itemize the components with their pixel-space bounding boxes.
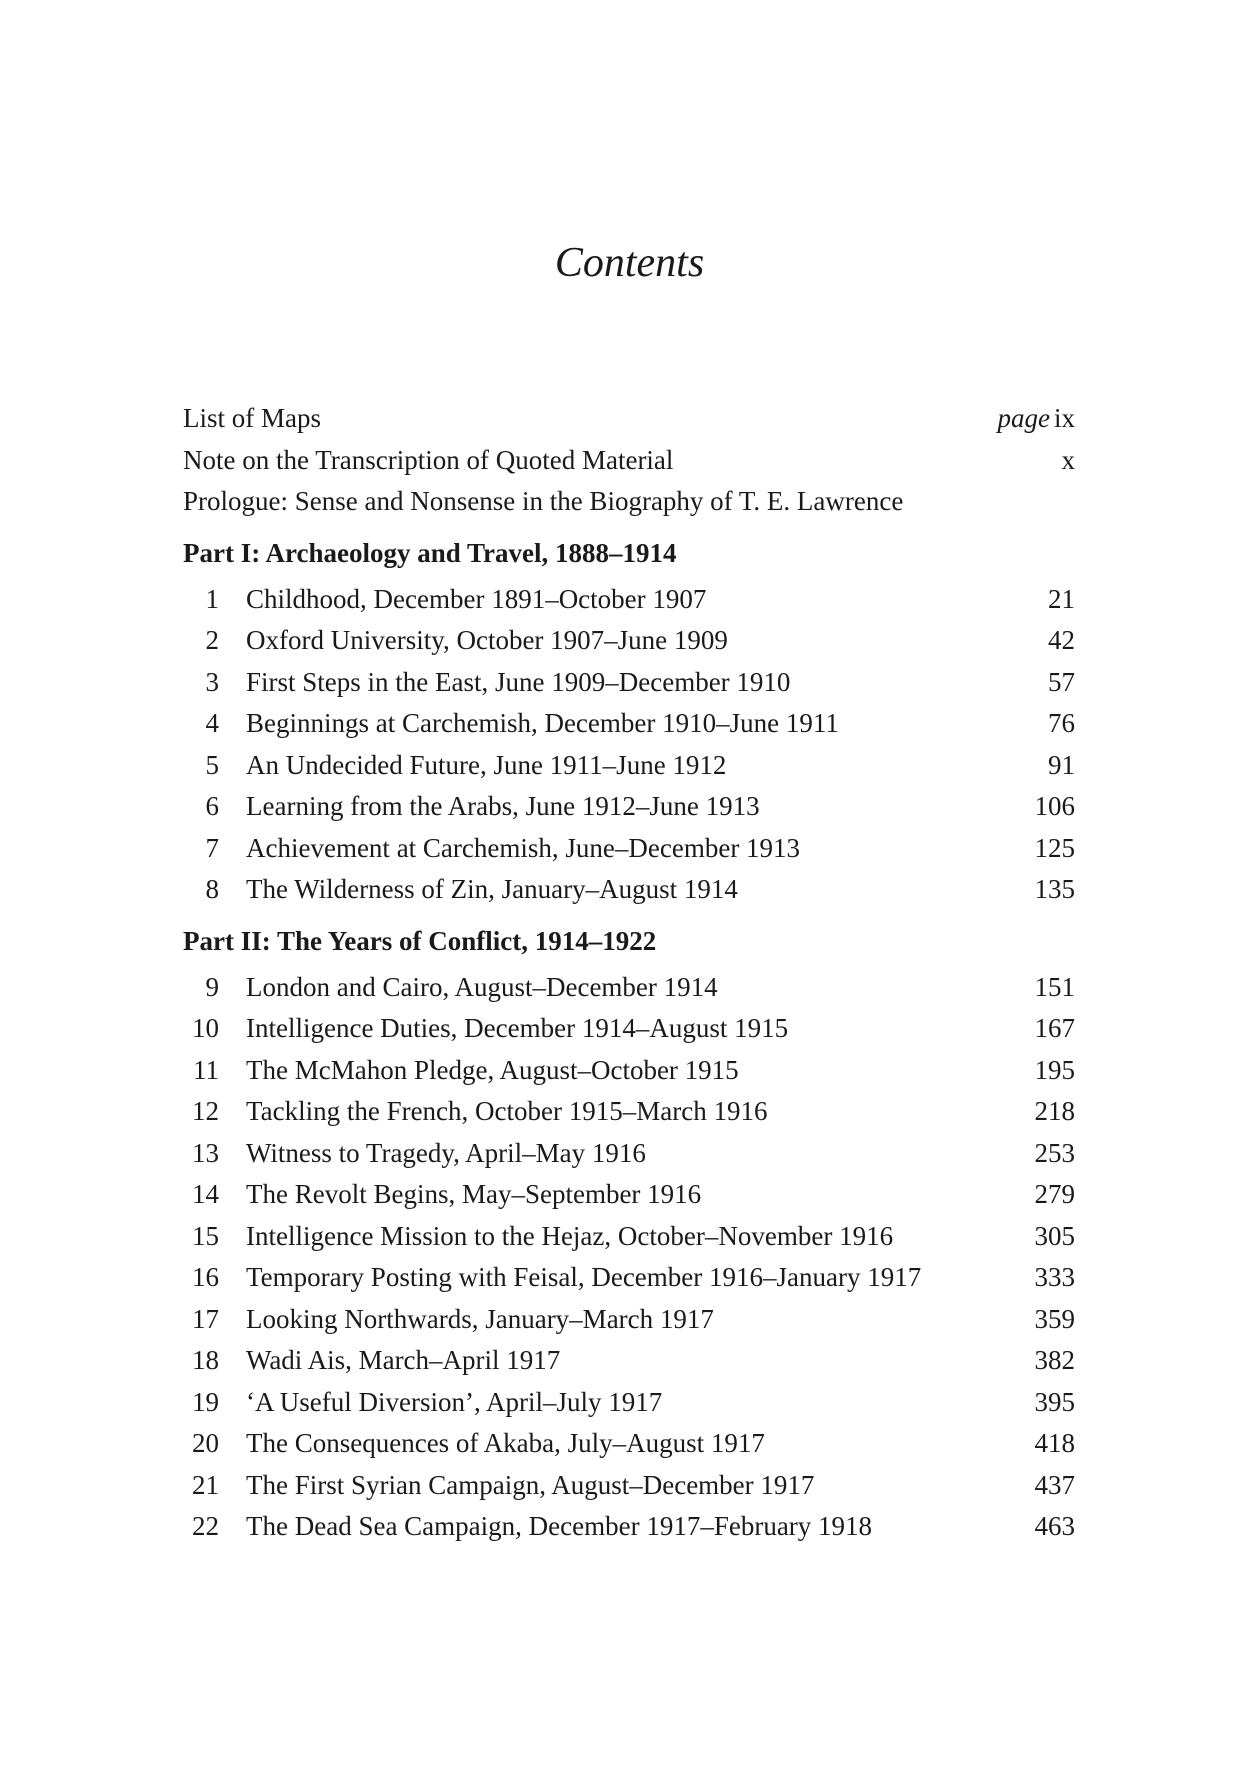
chapter-title: Oxford University, October 1907–June 1909: [246, 625, 728, 655]
chapter-page: 21: [1048, 583, 1075, 614]
chapter-title: The First Syrian Campaign, August–December 1917: [246, 1469, 815, 1500]
chapter-entry[interactable]: [183, 1257, 1075, 1299]
chapter-page: 437: [1034, 1469, 1075, 1500]
chapter-title: The Dead Sea Campaign, December 1917–February 1918: [246, 1511, 873, 1541]
chapter-number: 22: [192, 1511, 219, 1541]
chapter-number: 14: [192, 1179, 219, 1209]
chapter-title: The Consequences of Akaba, July–August 1917: [246, 1428, 765, 1458]
chapter-entry[interactable]: [183, 1299, 1075, 1341]
chapter-page: 395: [1034, 1386, 1075, 1417]
chapter-entry[interactable]: [183, 1174, 1075, 1216]
entry-title: Note on the Transcription of Quoted Material: [183, 444, 674, 475]
chapter-number: 2: [205, 625, 219, 655]
part-heading-2: [183, 913, 1075, 961]
chapter-entry[interactable]: [183, 869, 1075, 911]
chapter-page: 418: [1034, 1428, 1075, 1458]
chapter-number: 9: [205, 971, 219, 1002]
chapter-page: 125: [1034, 832, 1075, 863]
chapter-entry[interactable]: [183, 579, 1075, 621]
chapter-number: 15: [192, 1220, 219, 1251]
chapter-number: 12: [192, 1096, 219, 1126]
chapter-entry[interactable]: [183, 967, 1075, 1009]
chapter-number: 3: [205, 666, 219, 697]
chapter-entry[interactable]: [183, 1340, 1075, 1382]
table-of-contents: [183, 398, 1075, 1548]
chapter-title: Learning from the Arabs, June 1912–June 1913: [246, 791, 760, 821]
chapter-page: 76: [1048, 708, 1075, 738]
chapter-title: The Revolt Begins, May–September 1916: [246, 1179, 702, 1209]
chapter-page: 382: [1034, 1345, 1075, 1375]
chapter-page: 279: [1034, 1179, 1075, 1209]
chapter-page: 359: [1034, 1303, 1075, 1334]
chapter-title: Childhood, December 1891–October 1907: [246, 583, 707, 614]
chapter-entry[interactable]: [183, 662, 1075, 704]
entry-page: [998, 398, 1076, 440]
page-number: ix: [1053, 403, 1075, 433]
chapter-page: 305: [1034, 1220, 1075, 1251]
chapter-number: 18: [192, 1345, 219, 1375]
front-matter-list-of-maps[interactable]: [183, 398, 1075, 440]
chapter-title: Witness to Tragedy, April–May 1916: [246, 1137, 646, 1168]
chapter-title: Wadi Ais, March–April 1917: [246, 1345, 561, 1375]
chapter-number: 21: [192, 1469, 219, 1500]
chapter-page: 57: [1048, 666, 1075, 697]
chapter-number: 11: [193, 1054, 219, 1085]
chapter-number: 4: [205, 708, 219, 738]
chapter-page: 167: [1034, 1013, 1075, 1043]
chapter-entry[interactable]: [183, 828, 1075, 870]
chapter-entry[interactable]: [183, 786, 1075, 828]
front-matter-transcription-note[interactable]: [183, 440, 1075, 482]
chapter-title: Temporary Posting with Feisal, December 1916–January 1917: [246, 1262, 922, 1292]
chapter-page: 333: [1034, 1262, 1075, 1292]
chapter-title: Achievement at Carchemish, June–December 1913: [246, 832, 801, 863]
entry-title: Prologue: Sense and Nonsense in the Biography of T. E. Lawrence: [183, 486, 904, 516]
chapter-page: 151: [1034, 971, 1075, 1002]
chapter-entry[interactable]: [183, 703, 1075, 745]
chapter-entry[interactable]: [183, 745, 1075, 787]
chapter-entry[interactable]: [183, 1133, 1075, 1175]
part-title: Part II: The Years of Conflict, 1914–1922: [183, 925, 657, 956]
chapter-entry[interactable]: [183, 1008, 1075, 1050]
chapter-number: 17: [192, 1303, 219, 1334]
chapter-page: 463: [1034, 1511, 1075, 1541]
chapter-number: 16: [192, 1262, 219, 1292]
chapter-number: 19: [192, 1386, 219, 1417]
chapter-number: 20: [192, 1428, 219, 1458]
chapter-page: 106: [1034, 791, 1075, 821]
chapter-number: 13: [192, 1137, 219, 1168]
part-heading-1: [183, 525, 1075, 573]
entry-title: List of Maps: [183, 403, 321, 433]
page-prefix: page: [997, 403, 1050, 433]
page-title: Contents: [554, 240, 705, 286]
chapter-title: The McMahon Pledge, August–October 1915: [246, 1054, 739, 1085]
chapter-entry[interactable]: [183, 1091, 1075, 1133]
chapter-title: Beginnings at Carchemish, December 1910–June 1911: [246, 708, 839, 738]
part-title: Part I: Archaeology and Travel, 1888–1914: [183, 537, 677, 568]
chapter-title: The Wilderness of Zin, January–August 1914: [246, 874, 738, 904]
entry-page: x: [1061, 444, 1075, 475]
chapter-number: 8: [205, 874, 219, 904]
chapter-page: 135: [1034, 874, 1075, 904]
chapter-entry[interactable]: [183, 620, 1075, 662]
chapter-title: Tackling the French, October 1915–March 1916: [246, 1096, 768, 1126]
front-matter-prologue[interactable]: [183, 481, 1075, 523]
chapter-page: 253: [1034, 1137, 1075, 1168]
chapter-entry[interactable]: [183, 1506, 1075, 1548]
chapter-title: An Undecided Future, June 1911–June 1912: [246, 749, 727, 780]
chapter-title: First Steps in the East, June 1909–December 1910: [246, 666, 791, 697]
chapter-entry[interactable]: [183, 1216, 1075, 1258]
chapter-title: London and Cairo, August–December 1914: [246, 971, 718, 1002]
chapter-number: 5: [205, 749, 219, 780]
chapter-number: 1: [205, 583, 219, 614]
chapter-page: 218: [1034, 1096, 1075, 1126]
chapter-page: 91: [1048, 749, 1075, 780]
chapter-title: Intelligence Mission to the Hejaz, October–November 1916: [246, 1220, 894, 1251]
chapter-number: 6: [205, 791, 219, 821]
chapter-entry[interactable]: [183, 1382, 1075, 1424]
chapter-title: Looking Northwards, January–March 1917: [246, 1303, 714, 1334]
chapter-entry[interactable]: [183, 1465, 1075, 1507]
chapter-title: Intelligence Duties, December 1914–August 1915: [246, 1013, 789, 1043]
chapter-entry[interactable]: [183, 1423, 1075, 1465]
chapter-entry[interactable]: [183, 1050, 1075, 1092]
chapter-title: ‘A Useful Diversion’, April–July 1917: [246, 1386, 663, 1417]
chapter-page: 42: [1048, 625, 1075, 655]
chapter-number: 7: [205, 832, 219, 863]
chapter-page: 195: [1034, 1054, 1075, 1085]
chapter-number: 10: [192, 1013, 219, 1043]
